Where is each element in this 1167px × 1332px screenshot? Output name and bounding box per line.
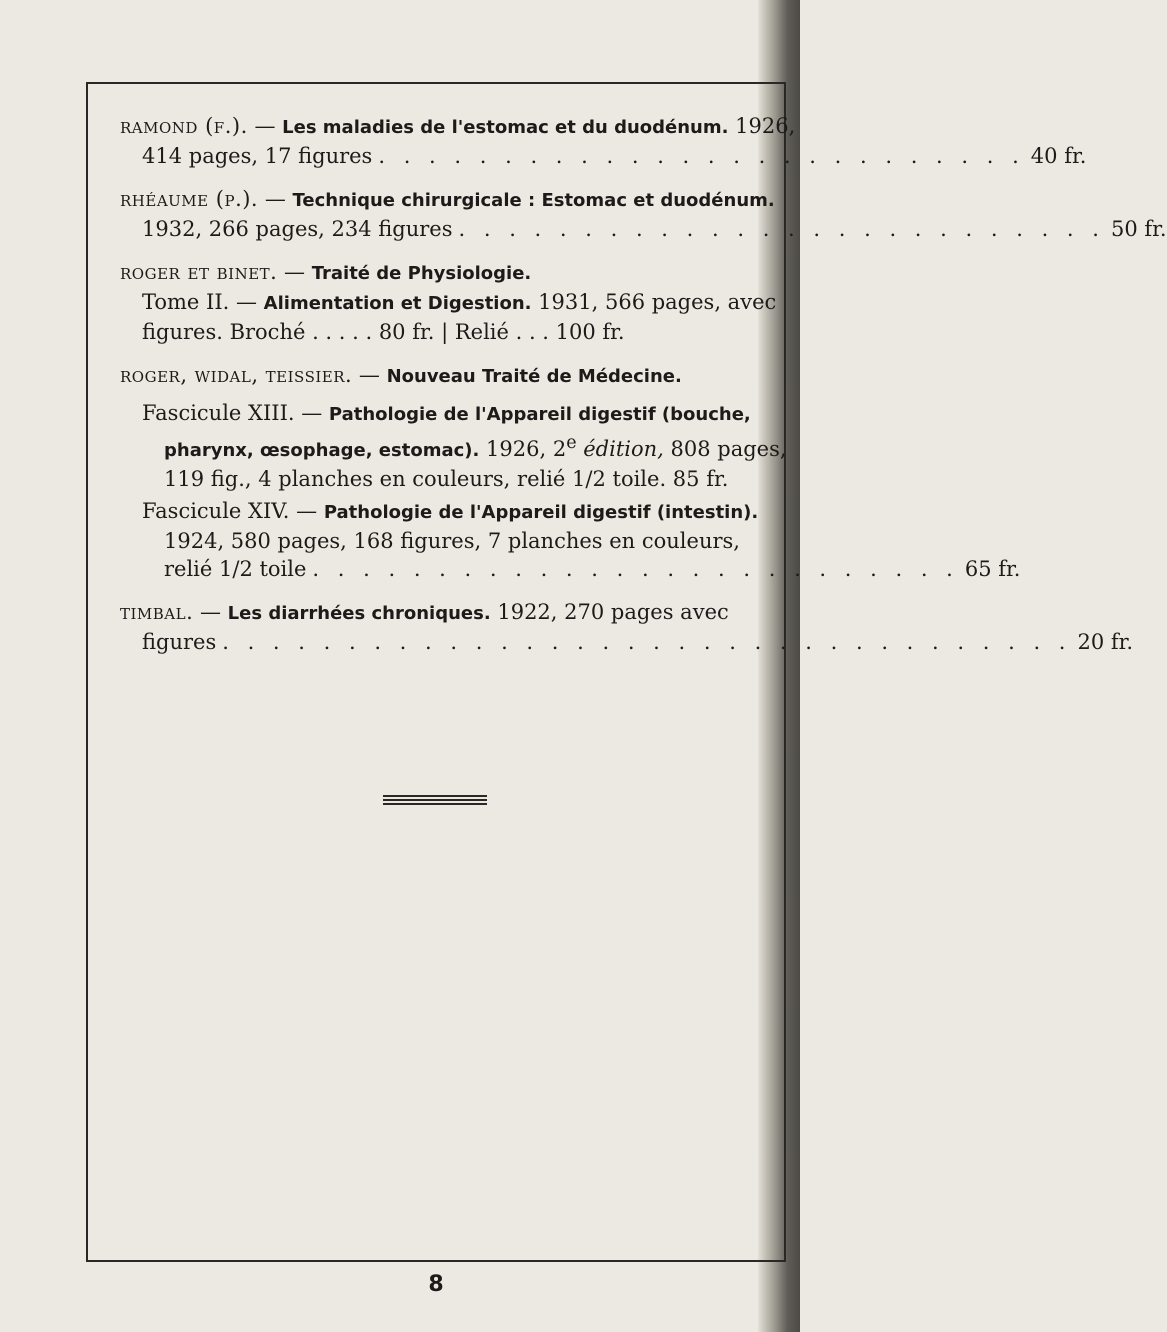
entry-roger-widal-teissier [120, 361, 1021, 583]
dash: — [264, 187, 286, 211]
entry-details: 1932, 266 pages, 234 figures [142, 217, 453, 241]
entry-author: ramond (f.). [120, 114, 248, 138]
fascicule-subtitle: pharynx, œsophage, estomac). [164, 440, 480, 461]
dash: — [358, 363, 380, 387]
fascicule-year: 1926, 2 [486, 437, 567, 461]
entry-text: 1922, 270 pages avec [497, 600, 729, 624]
fascicule-label: Fascicule XIII. — [142, 401, 323, 425]
entry-text: 1926, [735, 114, 796, 138]
entry-prices: figures. Broché . . . . . 80 fr. | Relié . . . 100 fr. [142, 320, 625, 344]
entry-price: 40 fr. [1030, 144, 1087, 168]
entry-timbal [120, 598, 1134, 656]
entry-author: rhéaume (p.). [120, 187, 259, 211]
fascicule-title: Pathologie de l'Appareil digestif (intestin). [323, 502, 759, 523]
edition-label: édition, [583, 437, 664, 461]
leader-dots: . . . . . . . . . . . . . . . . . . . . . . . . . . [458, 217, 1105, 241]
volume-label: Tome II. — [142, 290, 257, 314]
entry-rheaume [120, 185, 1167, 243]
dash: — [284, 260, 306, 284]
entry-price: 65 fr. [964, 557, 1021, 581]
fascicule-details: 119 fig., 4 planches en couleurs, relié 1/2 toile. 85 fr. [164, 467, 729, 491]
leader-dots: . . . . . . . . . . . . . . . . . . . . . . . . . . [312, 557, 959, 581]
entry-ramond [120, 112, 1087, 170]
entry-title: Technique chirurgicale : Estomac et duodénum. [292, 190, 775, 211]
leader-dots: . . . . . . . . . . . . . . . . . . . . . . . . . . . . . . . . . . [222, 630, 1072, 654]
leader-dots: . . . . . . . . . . . . . . . . . . . . . . . . . . [378, 144, 1025, 168]
entry-title: Nouveau Traité de Médecine. [386, 366, 682, 387]
entry-details: figures [142, 630, 217, 654]
entry-author: roger et binet. [120, 260, 278, 284]
volume-title: Alimentation et Digestion. [263, 293, 532, 314]
page-number: 8 [428, 1272, 444, 1297]
ornamental-rule [383, 803, 487, 805]
entry-author: timbal. [120, 600, 194, 624]
fascicule-label: Fascicule XIV. — [142, 499, 318, 523]
entry-title: Les diarrhées chroniques. [227, 603, 491, 624]
bibliography-list [120, 112, 1167, 671]
ornamental-rule [383, 799, 487, 801]
fascicule-pages: 808 pages, [670, 437, 787, 461]
entry-title: Les maladies de l'estomac et du duodénum. [282, 117, 729, 138]
fascicule-xiii [120, 399, 787, 493]
entry-details: 1931, 566 pages, avec [538, 290, 777, 314]
entry-price: 20 fr. [1077, 630, 1134, 654]
edition-sup: e [566, 433, 577, 453]
entry-price: 50 fr. [1110, 217, 1167, 241]
fascicule-binding: relié 1/2 toile [164, 557, 307, 581]
fascicule-details: 1924, 580 pages, 168 figures, 7 planches en couleurs, [164, 529, 740, 553]
ornamental-rule [383, 795, 487, 797]
entry-details: 414 pages, 17 figures [142, 144, 373, 168]
entry-title: Traité de Physiologie. [311, 263, 532, 284]
fascicule-xiv [120, 497, 1021, 583]
entry-author: roger, widal, teissier. [120, 363, 353, 387]
dash: — [199, 600, 221, 624]
entry-roger-binet [120, 258, 777, 346]
dash: — [254, 114, 276, 138]
fascicule-title: Pathologie de l'Appareil digestif (bouche, [328, 404, 751, 425]
